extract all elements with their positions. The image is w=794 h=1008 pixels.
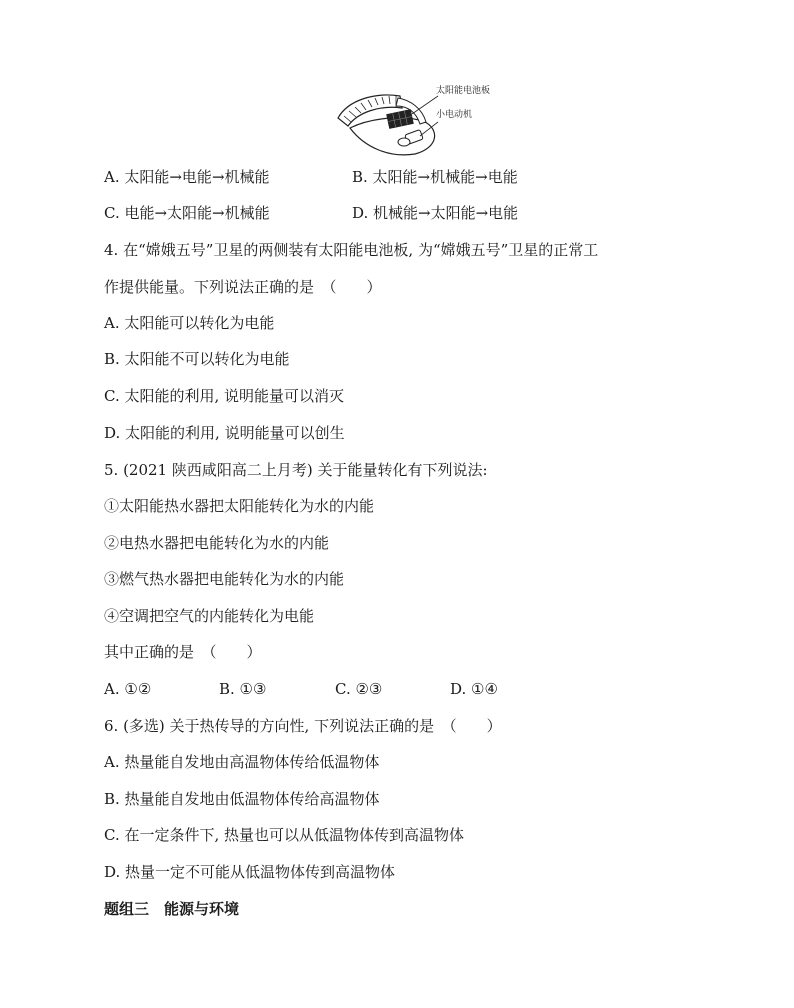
- q4-stem-line-2: 作提供能量。下列说法正确的是 （ ）: [104, 278, 382, 296]
- q5-option-b: B. ①③: [219, 680, 267, 698]
- q5-option-c: C. ②③: [335, 680, 383, 698]
- q4-stem-line-1: 4. 在“嫦娥五号”卫星的两侧装有太阳能电池板, 为“嫦娥五号”卫星的正常工: [104, 241, 599, 259]
- q5-stem: 5. (2021 陕西咸阳高二上月考) 关于能量转化有下列说法:: [104, 461, 488, 479]
- q3-option-c: C. 电能→太阳能→机械能: [104, 204, 270, 222]
- q4-option-c: C. 太阳能的利用, 说明能量可以消灭: [104, 387, 345, 405]
- q5-statement-1: ①太阳能热水器把太阳能转化为水的内能: [104, 497, 375, 515]
- q3-option-d: D. 机械能→太阳能→电能: [352, 204, 519, 222]
- q5-option-a: A. ①②: [104, 680, 152, 698]
- q6-option-d: D. 热量一定不可能从低温物体传到高温物体: [104, 863, 396, 881]
- q4-option-a: A. 太阳能可以转化为电能: [104, 314, 275, 332]
- q5-statement-3: ③燃气热水器把电能转化为水的内能: [104, 570, 345, 588]
- section-heading: 题组三 能源与环境: [104, 900, 240, 918]
- q6-option-c: C. 在一定条件下, 热量也可以从低温物体传到高温物体: [104, 826, 465, 844]
- solar-panel-label: 太阳能电池板: [436, 86, 491, 96]
- q6-option-a: A. 热量能自发地由高温物体传给低温物体: [104, 753, 380, 771]
- q5-statement-2: ②电热水器把电能转化为水的内能: [104, 534, 330, 552]
- q5-statement-4: ④空调把空气的内能转化为电能: [104, 607, 315, 625]
- q4-option-b: B. 太阳能不可以转化为电能: [104, 350, 290, 368]
- q5-option-d: D. ①④: [450, 680, 498, 698]
- q5-prompt: 其中正确的是 （ ）: [104, 643, 262, 661]
- q3-option-b: B. 太阳能→机械能→电能: [352, 168, 518, 186]
- solar-cap-figure: [330, 78, 500, 160]
- q6-option-b: B. 热量能自发地由低温物体传给高温物体: [104, 790, 380, 808]
- q3-option-a: A. 太阳能→电能→机械能: [104, 168, 270, 186]
- q4-option-d: D. 太阳能的利用, 说明能量可以创生: [104, 424, 345, 442]
- q6-stem: 6. (多选) 关于热传导的方向性, 下列说法正确的是 （ ）: [104, 717, 502, 735]
- small-motor-label: 小电动机: [436, 110, 473, 120]
